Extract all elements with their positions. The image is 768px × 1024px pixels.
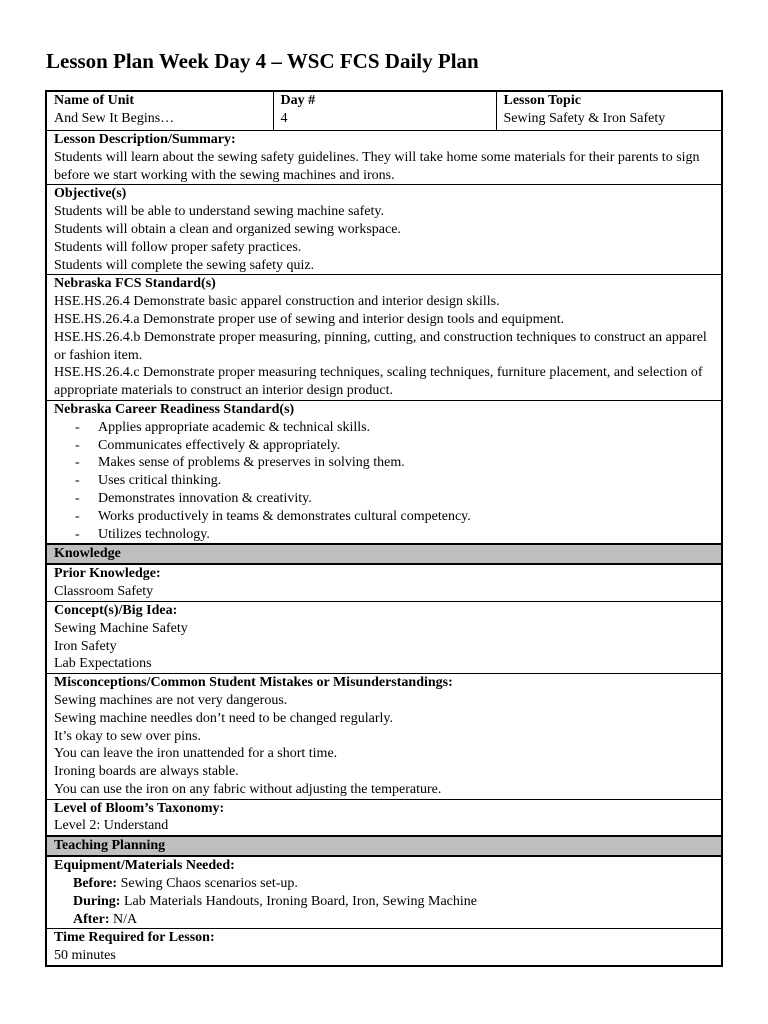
objectives-row [46, 185, 722, 275]
prior-knowledge-text: Classroom Safety [54, 584, 154, 600]
equipment-cell [46, 856, 722, 929]
blooms-cell [46, 799, 722, 836]
teaching-band-label: Teaching Planning [54, 838, 166, 854]
standard-line: HSE.HS.26.4.c Demonstrate proper measuring techniques, scaling techniques, furniture placement, and selection of appropriate materials to construct an interior design product. [54, 365, 703, 399]
list-item: - Utilizes technology. [75, 526, 715, 544]
after-line [54, 911, 715, 929]
knowledge-band-label: Knowledge [54, 546, 121, 562]
standard-line: HSE.HS.26.4.b Demonstrate proper measuring, pinning, cutting, and construction techniques to construct an apparel or fashion item. [54, 329, 707, 363]
unit-cell [46, 91, 273, 131]
objectives-label: Objective(s) [54, 186, 127, 202]
misconceptions-cell [46, 674, 722, 800]
description-row [46, 131, 722, 185]
list-item: - Makes sense of problems & preserves in solving them. [75, 454, 715, 472]
time-cell [46, 929, 722, 966]
description-text: Students will learn about the sewing safety guidelines. They will take home some materials for their parents to sign before we start working with the sewing machines and irons. [54, 149, 700, 183]
knowledge-band [46, 544, 722, 564]
before-label: Before: [73, 876, 118, 892]
misconception-line: Ironing boards are always stable. [54, 764, 239, 780]
day-cell [273, 91, 496, 131]
fcs-standards-cell [46, 275, 722, 401]
topic-value: Sewing Safety & Iron Safety [503, 110, 666, 126]
description-label: Lesson Description/Summary: [54, 132, 236, 147]
standard-line: HSE.HS.26.4.a Demonstrate proper use of sewing and interior design tools and equipment. [54, 311, 565, 327]
topic-label: Lesson Topic [503, 93, 581, 108]
during-text: Lab Materials Handouts, Ironing Board, Iron, Sewing Machine [123, 893, 477, 909]
objectives-cell [46, 185, 722, 275]
concepts-row [46, 601, 722, 673]
during-line [54, 893, 715, 911]
before-line [54, 875, 715, 893]
teaching-band-row [46, 836, 722, 856]
after-text: N/A [113, 911, 138, 927]
day-label: Day # [280, 93, 316, 108]
description-cell [46, 131, 722, 185]
prior-knowledge-cell [46, 564, 722, 601]
topic-cell [496, 91, 722, 131]
list-item: - Applies appropriate academic & technical skills. [75, 419, 715, 437]
concepts-cell [46, 601, 722, 673]
after-label: After: [73, 911, 110, 927]
concepts-label: Concept(s)/Big Idea: [54, 602, 178, 618]
objective-line: Students will be able to understand sewing machine safety. [54, 204, 384, 220]
blooms-label: Level of Bloom’s Taxonomy: [54, 800, 225, 816]
list-item: - Demonstrates innovation & creativity. [75, 490, 715, 508]
concept-line: Sewing Machine Safety [54, 620, 188, 636]
misconceptions-label: Misconceptions/Common Student Mistakes or Misunderstandings: [54, 675, 453, 691]
objective-line: Students will obtain a clean and organized sewing workspace. [54, 221, 401, 237]
equipment-label: Equipment/Materials Needed: [54, 858, 235, 874]
career-standards-cell [46, 400, 722, 544]
misconceptions-row [46, 674, 722, 800]
misconception-line: Sewing machines are not very dangerous. [54, 692, 288, 708]
teaching-band [46, 836, 722, 856]
misconception-line: It’s okay to sew over pins. [54, 728, 201, 744]
day-value: 4 [280, 110, 288, 126]
time-label: Time Required for Lesson: [54, 930, 215, 946]
misconception-line: Sewing machine needles don’t need to be changed regularly. [54, 710, 393, 726]
concept-line: Lab Expectations [54, 656, 152, 672]
list-item: - Communicates effectively & appropriately. [75, 437, 715, 455]
objective-line: Students will follow proper safety practices. [54, 239, 302, 255]
blooms-text: Level 2: Understand [54, 818, 169, 834]
fcs-standards-label: Nebraska FCS Standard(s) [54, 276, 216, 292]
standard-line: HSE.HS.26.4 Demonstrate basic apparel construction and interior design skills. [54, 294, 500, 310]
equipment-row [46, 856, 722, 929]
unit-value: And Sew It Begins… [54, 110, 175, 126]
unit-label: Name of Unit [54, 93, 135, 108]
misconception-line: You can leave the iron unattended for a short time. [54, 746, 338, 762]
prior-knowledge-row [46, 564, 722, 601]
list-item: - Works productively in teams & demonstrates cultural competency. [75, 508, 715, 526]
career-standards-list [54, 419, 715, 544]
blooms-row [46, 799, 722, 836]
career-standards-row [46, 400, 722, 544]
list-item: - Uses critical thinking. [75, 472, 715, 490]
during-label: During: [73, 893, 121, 909]
time-text: 50 minutes [54, 948, 116, 964]
page-title: Lesson Plan Week Day 4 – WSC FCS Daily Plan [46, 49, 479, 73]
prior-knowledge-label: Prior Knowledge: [54, 566, 161, 582]
header-row [46, 91, 722, 131]
knowledge-band-row [46, 544, 722, 564]
lesson-plan-table [45, 90, 723, 967]
concept-line: Iron Safety [54, 638, 117, 654]
objective-line: Students will complete the sewing safety quiz. [54, 257, 315, 273]
career-standards-label: Nebraska Career Readiness Standard(s) [54, 401, 295, 417]
misconception-line: You can use the iron on any fabric without adjusting the temperature. [54, 781, 442, 797]
fcs-standards-row [46, 275, 722, 401]
before-text: Sewing Chaos scenarios set-up. [120, 876, 298, 892]
time-row [46, 929, 722, 966]
